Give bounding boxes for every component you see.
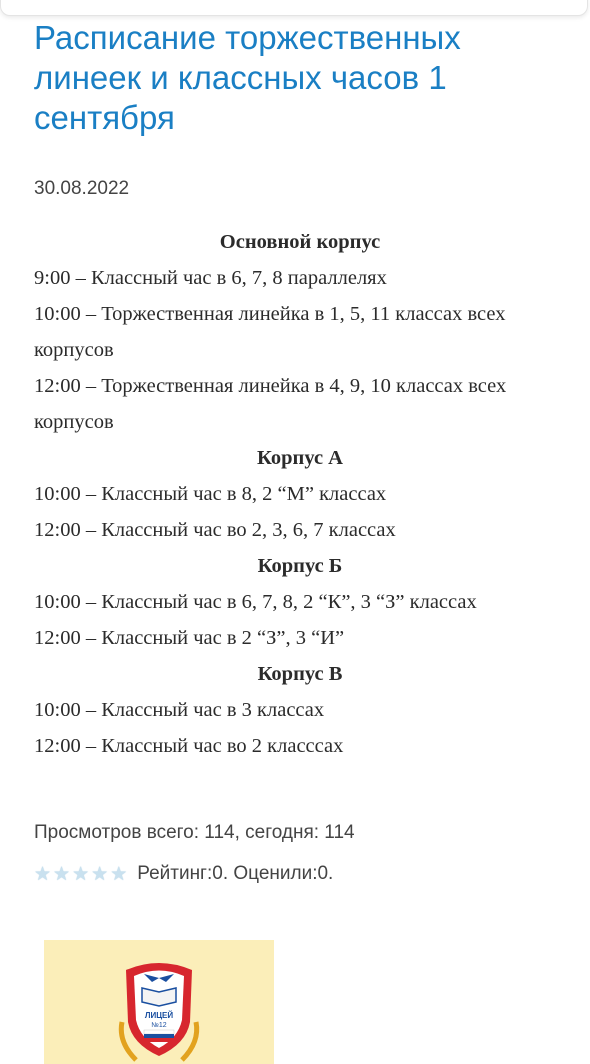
lyceum-crest-icon <box>114 952 204 1064</box>
section-heading: Основной корпус <box>219 231 381 253</box>
views-counter: Просмотров всего: 114, сегодня: 114 <box>34 822 355 843</box>
rating-row <box>34 860 333 888</box>
section-heading: Корпус Б <box>257 555 343 577</box>
section-heading: Корпус В <box>257 663 343 685</box>
star-icon[interactable]: ★ <box>110 863 128 885</box>
svg-text:ЛИЦЕЙ: ЛИЦЕЙ <box>144 1011 174 1020</box>
schedule-line: 10:00 – Классный час в 8, 2 “М” классах <box>34 483 387 505</box>
schedule-line: 12:00 – Классный час во 2 класссах <box>34 735 344 757</box>
star-icon[interactable]: ★ <box>53 863 71 885</box>
star-icon[interactable]: ★ <box>91 863 109 885</box>
publish-date: 30.08.2022 <box>34 178 130 199</box>
schedule-line: 9:00 – Классный час в 6, 7, 8 параллелях <box>34 267 387 289</box>
schedule-content <box>34 224 566 764</box>
star-icon[interactable]: ★ <box>34 863 52 885</box>
top-app-bar <box>0 0 588 16</box>
schedule-line: 12:00 – Классный час во 2, 3, 6, 7 классах <box>34 519 396 541</box>
schedule-line: 10:00 – Классный час в 6, 7, 8, 2 “К”, 3 “З” классах <box>34 591 477 613</box>
schedule-line: 10:00 – Классный час в 3 классах <box>34 699 325 721</box>
schedule-line: 10:00 – Торжественная линейка в 1, 5, 11 классах всех корпусов <box>34 303 506 361</box>
star-icon[interactable]: ★ <box>72 863 90 885</box>
page-title: Расписание торжественных линеек и классных часов 1 сентября <box>34 19 461 136</box>
rating-text: Рейтинг:0. Оценили:0. <box>137 863 334 884</box>
schedule-line: 12:00 – Классный час в 2 “З”, 3 “И” <box>34 627 345 649</box>
schedule-line: 12:00 – Торжественная линейка в 4, 9, 10 классах всех корпусов <box>34 375 507 433</box>
svg-text:№12: №12 <box>151 1022 167 1029</box>
rating-stars[interactable] <box>34 863 129 886</box>
logo-image[interactable] <box>44 940 274 1064</box>
section-heading: Корпус А <box>257 447 343 469</box>
